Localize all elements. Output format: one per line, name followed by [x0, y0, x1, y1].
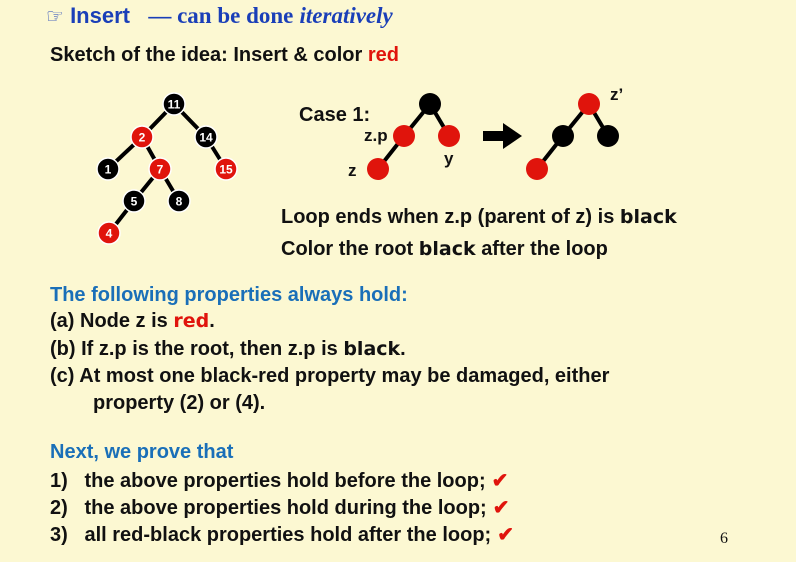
property-b-bold: black: [343, 338, 401, 360]
case1-after-parent-node: [552, 125, 574, 147]
checkmark-icon: ✔: [497, 524, 514, 546]
color-root-pre: Color the root: [281, 238, 414, 260]
case1-z-node: [367, 158, 389, 180]
sketch-text: Sketch of the idea: Insert & color: [50, 44, 363, 66]
property-a: [50, 310, 215, 333]
case1-label: Case 1:: [299, 104, 371, 126]
right-arrow-icon: [483, 123, 522, 149]
case1-uncle-node: [438, 125, 460, 147]
case1-grandparent-node: [419, 93, 441, 115]
tree-node-2: [131, 126, 153, 148]
case1-y-label: y: [444, 149, 454, 168]
case1-after-z-node: [526, 158, 548, 180]
next-item-3-num: 3): [50, 524, 68, 546]
property-a-text: (a) Node z is: [50, 310, 168, 332]
next-item-1-text: the above properties hold before the loop;: [84, 470, 486, 492]
checkmark-icon: ✔: [491, 470, 509, 492]
svg-text:2: 2: [138, 130, 146, 145]
checkmark-icon: ✔: [492, 497, 510, 519]
color-root-post: after the loop: [481, 238, 608, 260]
property-a-period: .: [209, 310, 215, 332]
svg-text:7: 7: [156, 162, 164, 177]
svg-text:4: 4: [105, 226, 113, 241]
next-item-3-text: all red-black properties hold after the loop;: [84, 524, 492, 546]
svg-text:11: 11: [167, 97, 181, 112]
tree-node-7: [149, 158, 171, 180]
property-b-text: (b) If z.p is the root, then z.p is: [50, 338, 338, 360]
property-c-line2: property (2) or (4).: [93, 392, 266, 414]
properties-heading: The following properties always hold:: [50, 284, 408, 306]
page-number: 6: [720, 530, 728, 547]
tree-node-11: [163, 93, 185, 115]
svg-text:14: 14: [199, 130, 213, 145]
case1-after-uncle-node: [597, 125, 619, 147]
tree-node-1: [97, 158, 119, 180]
next-item-2-text: the above properties hold during the loop;: [84, 497, 487, 519]
next-item-1: [50, 468, 508, 493]
case1-after-grandparent-node: [578, 93, 600, 115]
next-heading: Next, we prove that: [50, 441, 234, 463]
case1-zp-label: z.p: [364, 126, 388, 145]
tree-node-4: [98, 222, 120, 244]
color-root-bold: black: [418, 238, 476, 260]
svg-text:15: 15: [219, 162, 233, 177]
case1-z-label: z: [348, 161, 357, 180]
sketch-red-word: red: [367, 44, 399, 66]
tree-node-15: [215, 158, 237, 180]
color-root-line: [281, 238, 608, 261]
loop-ends-bold: black: [619, 206, 677, 228]
next-item-3: [50, 522, 514, 547]
title-dash: — can be done: [148, 3, 294, 28]
next-item-1-num: 1): [50, 470, 68, 492]
svg-text:5: 5: [130, 194, 138, 209]
property-b-period: .: [400, 338, 406, 360]
loop-ends-line: [281, 206, 677, 229]
svg-text:1: 1: [104, 162, 112, 177]
case1-zprime-label: z’: [610, 85, 624, 104]
tree-node-5: [123, 190, 145, 212]
next-item-2-num: 2): [50, 497, 68, 519]
case1-parent-node: [393, 125, 415, 147]
pointing-hand-icon: ☞: [46, 4, 64, 28]
tree-node-8: [168, 190, 190, 212]
next-item-2: [50, 495, 509, 520]
title-iteratively: iteratively: [299, 3, 393, 28]
title-insert: Insert: [70, 3, 130, 28]
tree-node-14: [195, 126, 217, 148]
property-c-line1: (c) At most one black-red property may be damaged, either: [50, 365, 610, 387]
svg-text:8: 8: [175, 194, 183, 209]
loop-ends-text: Loop ends when z.p (parent of z) is: [281, 206, 615, 228]
property-b: [50, 338, 406, 361]
property-a-red: red: [173, 310, 210, 332]
